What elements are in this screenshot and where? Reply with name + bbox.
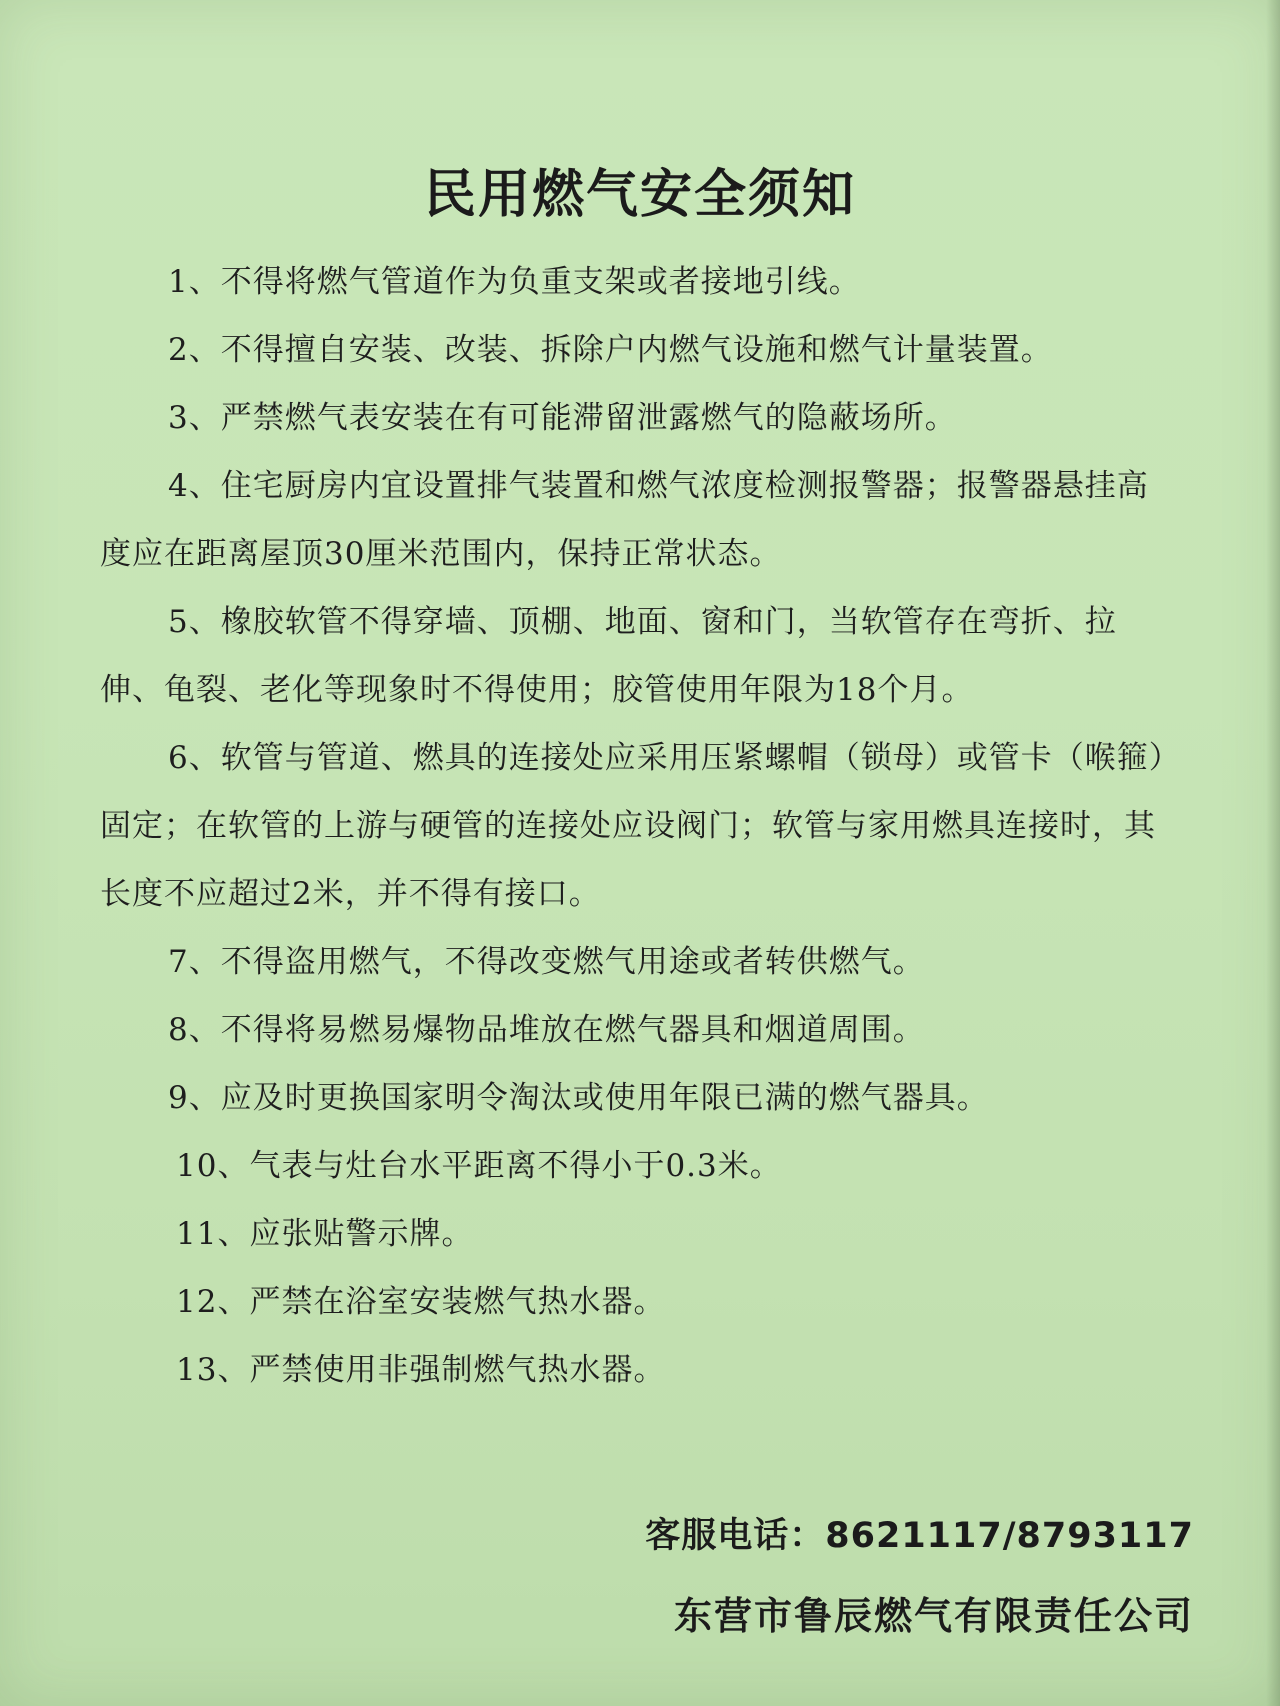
notice-items [100, 248, 1180, 1404]
notice-item-7: 7、不得盗用燃气，不得改变燃气用途或者转供燃气。 [168, 944, 925, 980]
notice-item-12: 12、严禁在浴室安装燃气热水器。 [176, 1284, 666, 1320]
service-hotline: 客服电话：8621117/8793117 [645, 1516, 1194, 1556]
notice-item-4: 4、住宅厨房内宜设置排气装置和燃气浓度检测报警器；报警器悬挂高度应在距离屋顶30厘米范围内，保持正常状态。 [100, 468, 1149, 572]
notice-title: 民用燃气安全须知 [423, 165, 856, 225]
notice-item-5: 5、橡胶软管不得穿墙、顶棚、地面、窗和门，当软管存在弯折、拉伸、龟裂、老化等现象时不得使用；胶管使用年限为18个月。 [100, 604, 1117, 708]
notice-item-13: 13、严禁使用非强制燃气热水器。 [176, 1352, 666, 1388]
company-name: 东营市鲁辰燃气有限责任公司 [673, 1594, 1194, 1638]
notice-item-10: 10、气表与灶台水平距离不得小于0.3米。 [176, 1148, 782, 1184]
notice-item-3: 3、严禁燃气表安装在有可能滞留泄露燃气的隐蔽场所。 [168, 400, 957, 436]
notice-item-6: 6、软管与管道、燃具的连接处应采用压紧螺帽（锁母）或管卡（喉箍）固定；在软管的上游与硬管的连接处应设阀门；软管与家用燃具连接时，其长度不应超过2米，并不得有接口。 [100, 740, 1166, 912]
notice-item-2: 2、不得擅自安装、改装、拆除户内燃气设施和燃气计量装置。 [168, 332, 1053, 368]
notice-item-9: 9、应及时更换国家明令淘汰或使用年限已满的燃气器具。 [168, 1080, 989, 1116]
notice-item-11: 11、应张贴警示牌。 [176, 1216, 474, 1252]
paper-edge-shadow [1266, 0, 1280, 1706]
notice-item-8: 8、不得将易燃易爆物品堆放在燃气器具和烟道周围。 [168, 1012, 925, 1048]
notice-item-1: 1、不得将燃气管道作为负重支架或者接地引线。 [168, 264, 861, 300]
